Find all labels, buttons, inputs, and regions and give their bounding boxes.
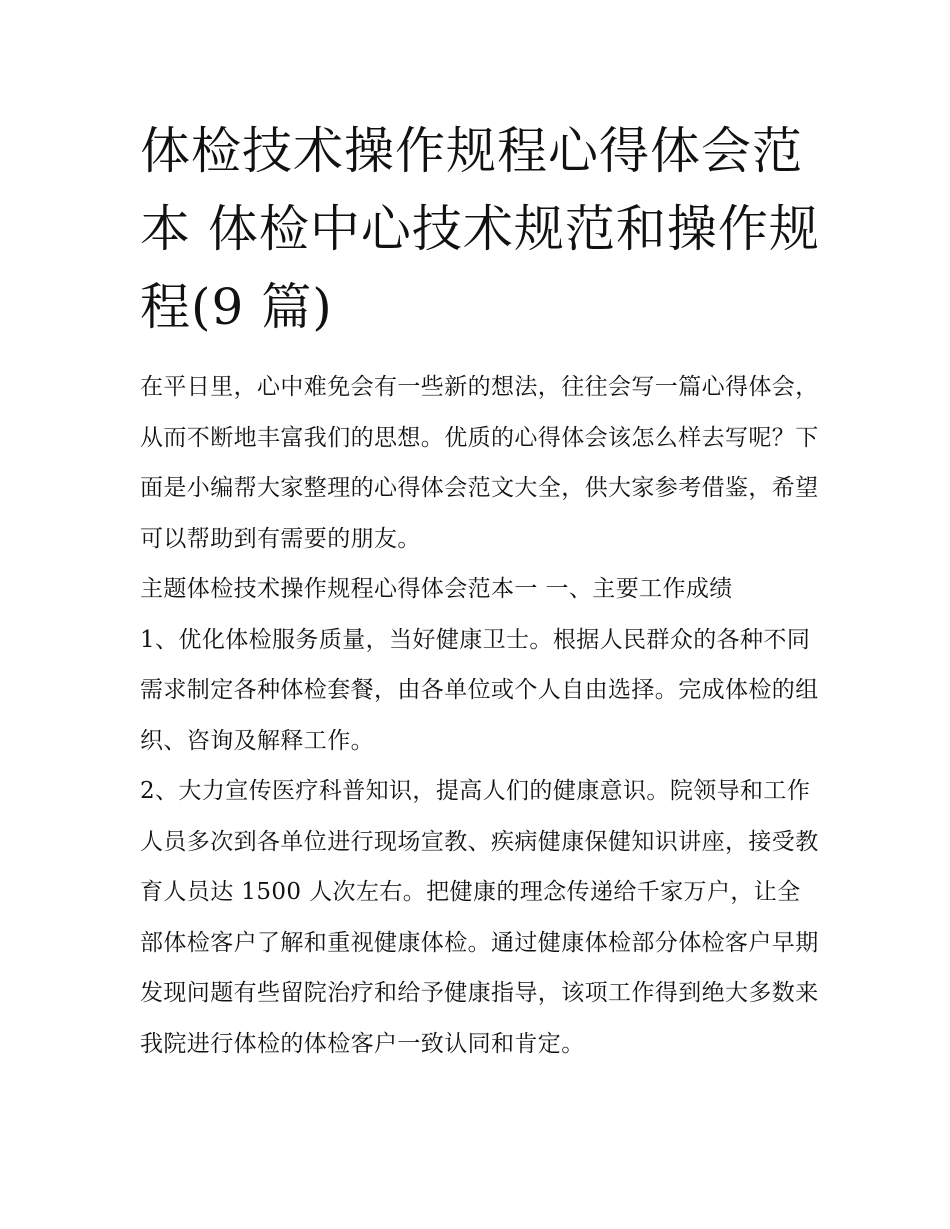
document-title: 体检技术操作规程心得体会范本 体检中心技术规范和操作规程(9 篇)	[140, 122, 820, 336]
document-page	[140, 112, 820, 1069]
achievement-2-paragraph: 2、大力宣传医疗科普知识，提高人们的健康意识。院领导和工作人员多次到各单位进行现场宣教、疾病健康保健知识讲座，接受教育人员达 1500 人次左右。把健康的理念传递给千家万户，让全部体检客户了解和重视健康体检。通过健康体检部分体检客户早期发现问题有些留院治疗和给予健康指导，该项工作得到绝大多数来我院进行体检的体检客户一致认同和肯定。	[140, 778, 819, 1057]
section-heading-paragraph: 主题体检技术操作规程心得体会范本一 一、主要工作成绩	[140, 576, 733, 602]
intro-paragraph: 在平日里，心中难免会有一些新的想法，往往会写一篇心得体会，从而不断地丰富我们的思想。优质的心得体会该怎么样去写呢？下面是小编帮大家整理的心得体会范文大全，供大家参考借鉴，希望可以帮助到有需要的朋友。	[140, 374, 819, 552]
achievement-1-paragraph: 1、优化体检服务质量，当好健康卫士。根据人民群众的各种不同需求制定各种体检套餐，由各单位或个人自由选择。完成体检的组织、咨询及解释工作。	[140, 626, 819, 754]
